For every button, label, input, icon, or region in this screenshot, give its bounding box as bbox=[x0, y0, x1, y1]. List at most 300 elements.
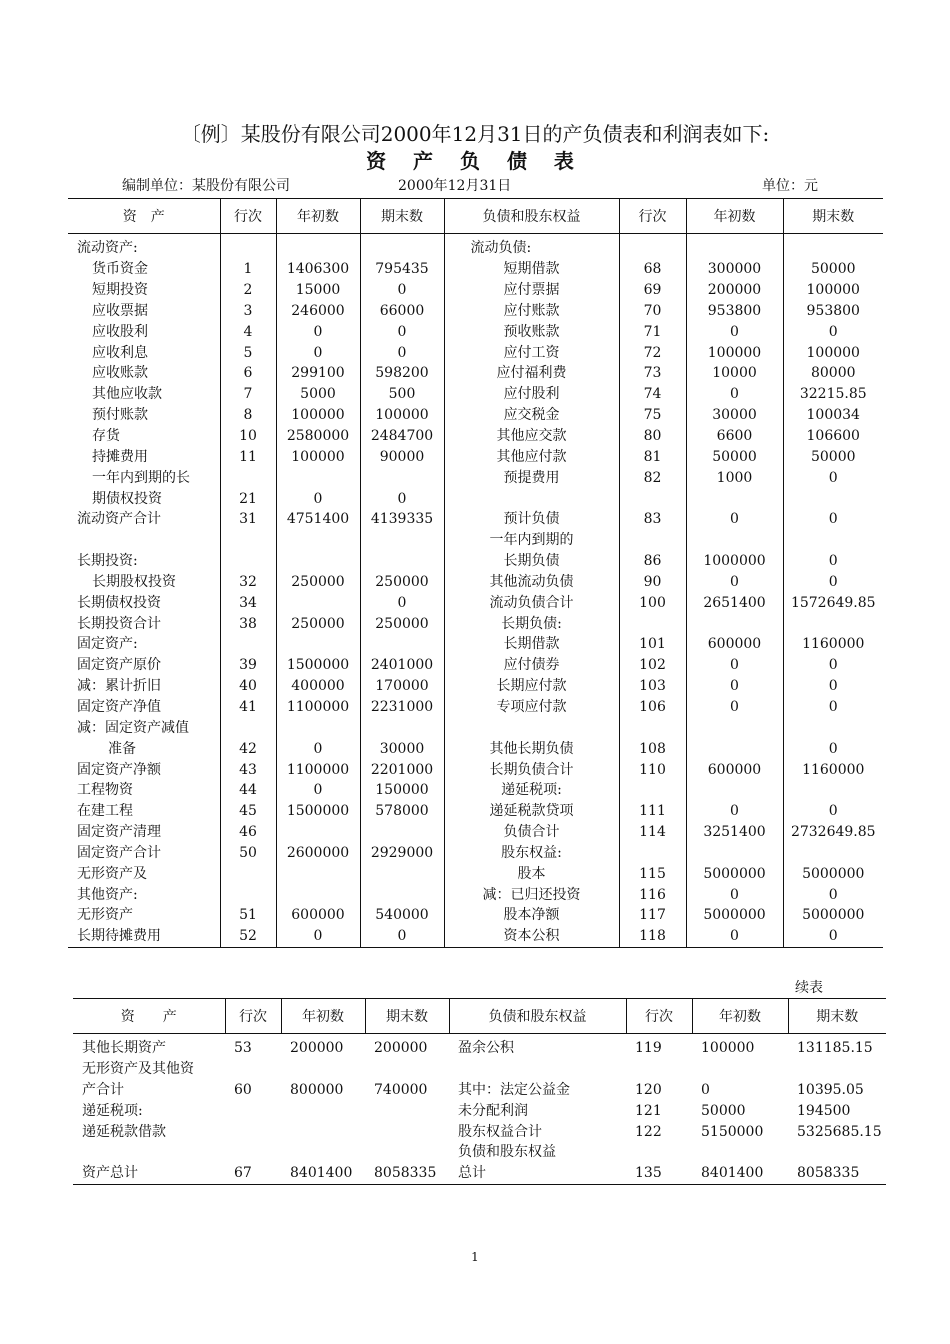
header-beginning: 年初数 bbox=[281, 999, 365, 1034]
liability-line-no: 68 bbox=[619, 259, 686, 280]
asset-label: 减：累计折旧 bbox=[77, 678, 161, 695]
liability-ending-balance: 1160000 bbox=[783, 634, 883, 655]
asset-beginning-balance bbox=[281, 1121, 365, 1142]
asset-label: 持摊费用 bbox=[92, 448, 148, 465]
asset-label: 存货 bbox=[92, 428, 120, 445]
asset-line-no bbox=[225, 1100, 281, 1121]
asset-beginning-balance: 0 bbox=[276, 780, 360, 801]
asset-label bbox=[68, 530, 220, 551]
asset-ending-balance bbox=[360, 530, 444, 551]
table-row bbox=[68, 384, 883, 405]
header-line-no: 行次 bbox=[619, 199, 686, 234]
liability-beginning-balance: 0 bbox=[686, 655, 783, 676]
asset-label: 长期债权投资 bbox=[77, 594, 161, 611]
liability-beginning-balance: 0 bbox=[686, 884, 783, 905]
asset-line-no: 53 bbox=[234, 1040, 252, 1057]
asset-ending-balance bbox=[360, 551, 444, 572]
asset-line-no: 40 bbox=[220, 676, 276, 697]
liability-beginning-balance: 0 bbox=[686, 926, 783, 947]
table-row bbox=[68, 280, 883, 301]
asset-ending-balance: 598200 bbox=[360, 363, 444, 384]
liability-ending-balance: 5325685.15 bbox=[797, 1123, 882, 1140]
liability-ending-balance: 194500 bbox=[797, 1102, 851, 1119]
table-row bbox=[68, 801, 883, 822]
liability-beginning-balance: 50000 bbox=[701, 1102, 746, 1119]
liability-beginning-balance: 0 bbox=[686, 801, 783, 822]
asset-ending-balance: 100000 bbox=[360, 405, 444, 426]
table-row bbox=[73, 1059, 886, 1080]
liability-ending-balance: 953800 bbox=[783, 301, 883, 322]
liability-beginning-balance bbox=[686, 717, 783, 738]
table-row bbox=[68, 446, 883, 467]
asset-beginning-balance: 1500000 bbox=[276, 655, 360, 676]
liability-ending-balance bbox=[783, 717, 883, 738]
liability-beginning-balance bbox=[686, 488, 783, 509]
liability-beginning-balance bbox=[692, 1059, 788, 1080]
liability-beginning-balance: 953800 bbox=[686, 301, 783, 322]
liability-label: 盈余公积 bbox=[458, 1040, 514, 1057]
liability-beginning-balance: 100000 bbox=[701, 1040, 755, 1057]
asset-line-no: 10 bbox=[220, 426, 276, 447]
compiler-label: 编制单位：某股份有限公司 bbox=[122, 178, 290, 194]
asset-label: 固定资产原价 bbox=[77, 657, 161, 674]
liability-label: 专项应付款 bbox=[444, 697, 619, 718]
liability-line-no: 83 bbox=[619, 509, 686, 530]
table-row bbox=[68, 530, 883, 551]
liability-beginning-balance bbox=[686, 234, 783, 259]
liability-ending-balance: 0 bbox=[783, 509, 883, 530]
liability-line-no: 70 bbox=[619, 301, 686, 322]
asset-line-no: 42 bbox=[220, 738, 276, 759]
asset-line-no bbox=[220, 551, 276, 572]
asset-line-no: 7 bbox=[220, 384, 276, 405]
table-row bbox=[68, 488, 883, 509]
liability-label: 预收账款 bbox=[444, 321, 619, 342]
asset-beginning-balance: 246000 bbox=[276, 301, 360, 322]
asset-ending-balance bbox=[360, 234, 444, 259]
asset-label: 固定资产: bbox=[77, 636, 138, 653]
liability-beginning-balance bbox=[686, 842, 783, 863]
table-row bbox=[73, 1080, 886, 1101]
asset-ending-balance: 0 bbox=[360, 321, 444, 342]
liability-line-no: 101 bbox=[619, 634, 686, 655]
asset-beginning-balance bbox=[276, 634, 360, 655]
asset-beginning-balance bbox=[276, 822, 360, 843]
liability-label: 递延税款贷项 bbox=[444, 801, 619, 822]
asset-line-no: 4 bbox=[220, 321, 276, 342]
liability-line-no: 102 bbox=[619, 655, 686, 676]
liability-ending-balance: 5000000 bbox=[783, 863, 883, 884]
liability-line-no bbox=[619, 780, 686, 801]
header-ending: 期末数 bbox=[360, 199, 444, 234]
liability-ending-balance bbox=[783, 613, 883, 634]
liability-line-no: 117 bbox=[619, 905, 686, 926]
liability-line-no: 120 bbox=[635, 1081, 662, 1098]
liability-line-no: 106 bbox=[619, 697, 686, 718]
liability-ending-balance bbox=[788, 1142, 886, 1163]
liability-label: 应付股利 bbox=[444, 384, 619, 405]
liability-beginning-balance: 10000 bbox=[686, 363, 783, 384]
asset-line-no: 45 bbox=[220, 801, 276, 822]
liability-line-no: 115 bbox=[619, 863, 686, 884]
asset-beginning-balance bbox=[276, 863, 360, 884]
asset-beginning-balance: 1406300 bbox=[276, 259, 360, 280]
liability-ending-balance: 50000 bbox=[783, 259, 883, 280]
balance-sheet-continued-table bbox=[73, 998, 886, 1185]
balance-sheet-body bbox=[68, 234, 883, 948]
liability-beginning-balance: 200000 bbox=[686, 280, 783, 301]
liability-line-no: 116 bbox=[619, 884, 686, 905]
liability-ending-balance: 0 bbox=[783, 551, 883, 572]
asset-line-no: 38 bbox=[220, 613, 276, 634]
liability-ending-balance bbox=[783, 842, 883, 863]
asset-beginning-balance: 2580000 bbox=[276, 426, 360, 447]
asset-ending-balance: 0 bbox=[360, 280, 444, 301]
table-row bbox=[68, 884, 883, 905]
asset-label: 固定资产净值 bbox=[77, 698, 161, 715]
liability-beginning-balance: 0 bbox=[686, 572, 783, 593]
liability-beginning-balance: 0 bbox=[686, 509, 783, 530]
liability-line-no: 100 bbox=[619, 592, 686, 613]
asset-beginning-balance: 250000 bbox=[276, 613, 360, 634]
asset-line-no: 8 bbox=[220, 405, 276, 426]
liability-beginning-balance: 5000000 bbox=[686, 863, 783, 884]
asset-ending-balance bbox=[365, 1142, 449, 1163]
asset-ending-balance bbox=[360, 863, 444, 884]
asset-line-no bbox=[220, 884, 276, 905]
table-row bbox=[68, 405, 883, 426]
asset-beginning-balance: 8401400 bbox=[290, 1165, 353, 1182]
liability-label: 应付票据 bbox=[444, 280, 619, 301]
asset-beginning-balance: 0 bbox=[276, 321, 360, 342]
liability-ending-balance: 0 bbox=[783, 884, 883, 905]
table-row bbox=[68, 342, 883, 363]
table-row bbox=[68, 509, 883, 530]
header-beginning: 年初数 bbox=[692, 999, 788, 1034]
asset-beginning-balance bbox=[281, 1059, 365, 1080]
liability-beginning-balance: 0 bbox=[686, 321, 783, 342]
table-row bbox=[68, 234, 883, 259]
liability-ending-balance bbox=[788, 1059, 886, 1080]
liability-label: 其他应付款 bbox=[444, 446, 619, 467]
asset-label: 资产总计 bbox=[82, 1165, 138, 1182]
asset-ending-balance: 250000 bbox=[360, 613, 444, 634]
liability-ending-balance: 1160000 bbox=[783, 759, 883, 780]
asset-label: 期债权投资 bbox=[92, 490, 162, 507]
asset-line-no bbox=[220, 717, 276, 738]
liability-ending-balance: 0 bbox=[783, 738, 883, 759]
asset-label: 固定资产净额 bbox=[77, 761, 161, 778]
liability-beginning-balance: 5150000 bbox=[701, 1123, 764, 1140]
liability-label: 其中：法定公益金 bbox=[458, 1081, 570, 1098]
liability-line-no bbox=[626, 1059, 692, 1080]
asset-ending-balance: 578000 bbox=[360, 801, 444, 822]
asset-line-no: 51 bbox=[220, 905, 276, 926]
liability-label: 一年内到期的 bbox=[444, 530, 619, 551]
liability-line-no bbox=[619, 234, 686, 259]
asset-label: 无形资产及其他资 bbox=[82, 1061, 194, 1078]
liability-line-no: 121 bbox=[635, 1102, 662, 1119]
asset-ending-balance: 0 bbox=[360, 592, 444, 613]
liability-beginning-balance: 0 bbox=[686, 384, 783, 405]
liability-line-no bbox=[619, 488, 686, 509]
table-row bbox=[68, 717, 883, 738]
asset-ending-balance: 2201000 bbox=[360, 759, 444, 780]
table-row bbox=[68, 697, 883, 718]
asset-line-no: 1 bbox=[220, 259, 276, 280]
asset-label: 应收股利 bbox=[92, 323, 148, 340]
liability-label: 资本公积 bbox=[444, 926, 619, 947]
liability-label bbox=[449, 1059, 626, 1080]
asset-ending-balance bbox=[365, 1121, 449, 1142]
liability-beginning-balance: 2651400 bbox=[686, 592, 783, 613]
asset-ending-balance: 250000 bbox=[360, 572, 444, 593]
header-liabilities-equity: 负债和股东权益 bbox=[444, 199, 619, 234]
asset-label: 长期待摊费用 bbox=[77, 928, 161, 945]
asset-beginning-balance: 5000 bbox=[276, 384, 360, 405]
liability-beginning-balance: 100000 bbox=[686, 342, 783, 363]
asset-label: 长期投资: bbox=[77, 553, 138, 570]
liability-ending-balance bbox=[783, 234, 883, 259]
liability-ending-balance: 0 bbox=[783, 572, 883, 593]
asset-label: 应收利息 bbox=[92, 344, 148, 361]
header-line-no: 行次 bbox=[225, 999, 281, 1034]
asset-beginning-balance bbox=[276, 467, 360, 488]
asset-line-no bbox=[220, 467, 276, 488]
liability-beginning-balance bbox=[686, 613, 783, 634]
liability-label: 其他应交款 bbox=[444, 426, 619, 447]
table-row bbox=[68, 634, 883, 655]
liability-line-no: 90 bbox=[619, 572, 686, 593]
table-row bbox=[68, 759, 883, 780]
asset-line-no: 60 bbox=[234, 1081, 252, 1098]
table-row bbox=[73, 1100, 886, 1121]
liability-label: 负债合计 bbox=[444, 822, 619, 843]
asset-line-no: 67 bbox=[234, 1165, 252, 1182]
asset-line-no: 3 bbox=[220, 301, 276, 322]
liability-ending-balance: 100034 bbox=[783, 405, 883, 426]
asset-line-no: 21 bbox=[220, 488, 276, 509]
liability-beginning-balance: 0 bbox=[686, 697, 783, 718]
asset-label: 其他应收款 bbox=[92, 386, 162, 403]
asset-ending-balance: 0 bbox=[360, 488, 444, 509]
asset-beginning-balance bbox=[276, 592, 360, 613]
liability-line-no: 71 bbox=[619, 321, 686, 342]
asset-label: 工程物资 bbox=[77, 782, 133, 799]
asset-label: 其他长期资产 bbox=[82, 1040, 166, 1057]
asset-beginning-balance: 1100000 bbox=[276, 759, 360, 780]
asset-line-no: 39 bbox=[220, 655, 276, 676]
asset-beginning-balance: 100000 bbox=[276, 405, 360, 426]
liability-label: 股本 bbox=[444, 863, 619, 884]
table-row bbox=[68, 676, 883, 697]
asset-line-no: 11 bbox=[220, 446, 276, 467]
asset-label: 递延税项: bbox=[82, 1102, 143, 1119]
table-row bbox=[68, 301, 883, 322]
currency-unit: 单位：元 bbox=[762, 178, 818, 194]
liability-beginning-balance: 600000 bbox=[686, 759, 783, 780]
asset-line-no bbox=[220, 234, 276, 259]
asset-ending-balance: 200000 bbox=[374, 1040, 428, 1057]
table-row bbox=[73, 1121, 886, 1142]
asset-line-no bbox=[225, 1142, 281, 1163]
liability-ending-balance: 131185.15 bbox=[797, 1040, 873, 1057]
liability-ending-balance: 100000 bbox=[783, 342, 883, 363]
asset-label: 产合计 bbox=[82, 1081, 124, 1098]
asset-line-no bbox=[220, 634, 276, 655]
liability-line-no: 81 bbox=[619, 446, 686, 467]
header-liabilities-equity: 负债和股东权益 bbox=[449, 999, 626, 1034]
table-row bbox=[68, 592, 883, 613]
asset-beginning-balance: 0 bbox=[276, 926, 360, 947]
asset-beginning-balance: 2600000 bbox=[276, 842, 360, 863]
asset-label: 固定资产合计 bbox=[77, 844, 161, 861]
table-row bbox=[68, 905, 883, 926]
liability-ending-balance: 100000 bbox=[783, 280, 883, 301]
asset-ending-balance: 540000 bbox=[360, 905, 444, 926]
asset-beginning-balance bbox=[276, 530, 360, 551]
asset-ending-balance: 8058335 bbox=[374, 1165, 437, 1182]
liability-label: 未分配利润 bbox=[458, 1102, 528, 1119]
liability-label: 短期借款 bbox=[444, 259, 619, 280]
asset-ending-balance: 740000 bbox=[374, 1081, 428, 1098]
asset-beginning-balance: 1100000 bbox=[276, 697, 360, 718]
asset-beginning-balance bbox=[281, 1142, 365, 1163]
liability-label: 应付账款 bbox=[444, 301, 619, 322]
liability-line-no: 111 bbox=[619, 801, 686, 822]
report-date: 2000年12月31日 bbox=[398, 178, 512, 194]
table-row bbox=[68, 738, 883, 759]
table-row bbox=[68, 822, 883, 843]
asset-ending-balance: 0 bbox=[360, 926, 444, 947]
asset-ending-balance: 30000 bbox=[360, 738, 444, 759]
asset-line-no: 46 bbox=[220, 822, 276, 843]
liability-beginning-balance: 30000 bbox=[686, 405, 783, 426]
asset-line-no: 5 bbox=[220, 342, 276, 363]
asset-label: 准备 bbox=[108, 740, 136, 757]
asset-beginning-balance: 0 bbox=[276, 488, 360, 509]
asset-ending-balance: 66000 bbox=[360, 301, 444, 322]
liability-label: 股东权益: bbox=[444, 842, 619, 863]
liability-line-no bbox=[619, 530, 686, 551]
asset-beginning-balance: 250000 bbox=[276, 572, 360, 593]
table-row bbox=[68, 321, 883, 342]
liability-label: 股本净额 bbox=[444, 905, 619, 926]
asset-ending-balance: 2484700 bbox=[360, 426, 444, 447]
asset-label bbox=[73, 1142, 225, 1163]
asset-ending-balance: 4139335 bbox=[360, 509, 444, 530]
liability-line-no bbox=[626, 1142, 692, 1163]
asset-beginning-balance bbox=[276, 234, 360, 259]
asset-beginning-balance: 0 bbox=[276, 738, 360, 759]
asset-line-no: 2 bbox=[220, 280, 276, 301]
liability-beginning-balance: 6600 bbox=[686, 426, 783, 447]
asset-beginning-balance: 299100 bbox=[276, 363, 360, 384]
header-line-no: 行次 bbox=[220, 199, 276, 234]
liability-line-no: 114 bbox=[619, 822, 686, 843]
asset-ending-balance: 2231000 bbox=[360, 697, 444, 718]
liability-ending-balance: 5000000 bbox=[783, 905, 883, 926]
asset-line-no: 32 bbox=[220, 572, 276, 593]
liability-line-no bbox=[619, 842, 686, 863]
header-assets: 资 产 bbox=[73, 999, 225, 1034]
liability-beginning-balance: 300000 bbox=[686, 259, 783, 280]
liability-line-no: 118 bbox=[619, 926, 686, 947]
asset-line-no: 50 bbox=[220, 842, 276, 863]
asset-line-no: 52 bbox=[220, 926, 276, 947]
liability-ending-balance: 8058335 bbox=[797, 1165, 860, 1182]
liability-label: 其他流动负债 bbox=[444, 572, 619, 593]
asset-label: 固定资产清理 bbox=[77, 824, 161, 841]
table-header-row bbox=[68, 199, 883, 234]
asset-label: 货币资金 bbox=[92, 261, 148, 278]
asset-ending-balance bbox=[360, 634, 444, 655]
asset-beginning-balance bbox=[276, 717, 360, 738]
asset-ending-balance bbox=[365, 1100, 449, 1121]
asset-ending-balance: 795435 bbox=[360, 259, 444, 280]
asset-beginning-balance bbox=[281, 1100, 365, 1121]
liability-line-no: 119 bbox=[635, 1040, 662, 1057]
asset-ending-balance: 0 bbox=[360, 342, 444, 363]
liability-ending-balance: 32215.85 bbox=[783, 384, 883, 405]
table-row bbox=[68, 572, 883, 593]
liability-label: 应付工资 bbox=[444, 342, 619, 363]
table-row bbox=[68, 426, 883, 447]
table-header-row bbox=[73, 999, 886, 1034]
asset-beginning-balance: 800000 bbox=[290, 1081, 344, 1098]
asset-label: 在建工程 bbox=[77, 803, 133, 820]
liability-label: 负债和股东权益 bbox=[458, 1144, 556, 1161]
asset-line-no: 43 bbox=[220, 759, 276, 780]
document-heading: 〔例〕某股份有限公司2000年12月31日的产负债表和利润表如下: bbox=[180, 122, 770, 146]
table-row bbox=[73, 1034, 886, 1059]
asset-beginning-balance: 100000 bbox=[276, 446, 360, 467]
table-row bbox=[68, 613, 883, 634]
liability-beginning-balance: 1000000 bbox=[686, 551, 783, 572]
liability-beginning-balance: 5000000 bbox=[686, 905, 783, 926]
liability-label: 其他长期负债 bbox=[444, 738, 619, 759]
asset-line-no bbox=[225, 1059, 281, 1080]
table-row bbox=[68, 259, 883, 280]
liability-label: 长期负债: bbox=[444, 613, 619, 634]
page-number: 1 bbox=[471, 1250, 479, 1264]
header-beginning: 年初数 bbox=[686, 199, 783, 234]
liability-beginning-balance: 0 bbox=[701, 1081, 710, 1098]
liability-ending-balance: 10395.05 bbox=[797, 1081, 864, 1098]
liability-beginning-balance: 3251400 bbox=[686, 822, 783, 843]
asset-ending-balance bbox=[360, 822, 444, 843]
asset-line-no: 44 bbox=[220, 780, 276, 801]
liability-line-no: 110 bbox=[619, 759, 686, 780]
liability-ending-balance: 106600 bbox=[783, 426, 883, 447]
liability-line-no: 103 bbox=[619, 676, 686, 697]
header-assets: 资 产 bbox=[68, 199, 220, 234]
liability-label: 总计 bbox=[458, 1165, 486, 1182]
liability-beginning-balance: 50000 bbox=[686, 446, 783, 467]
asset-line-no bbox=[220, 530, 276, 551]
liability-line-no: 122 bbox=[635, 1123, 662, 1140]
liability-ending-balance bbox=[783, 530, 883, 551]
asset-line-no: 31 bbox=[220, 509, 276, 530]
liability-beginning-balance bbox=[686, 738, 783, 759]
asset-line-no: 34 bbox=[220, 592, 276, 613]
asset-line-no: 41 bbox=[220, 697, 276, 718]
asset-label: 一年内到期的长 bbox=[92, 469, 190, 486]
statement-title: 资 产 负 债 表 bbox=[366, 149, 584, 173]
header-ending: 期末数 bbox=[788, 999, 886, 1034]
liability-label: 预提费用 bbox=[444, 467, 619, 488]
liability-ending-balance: 1572649.85 bbox=[783, 592, 883, 613]
